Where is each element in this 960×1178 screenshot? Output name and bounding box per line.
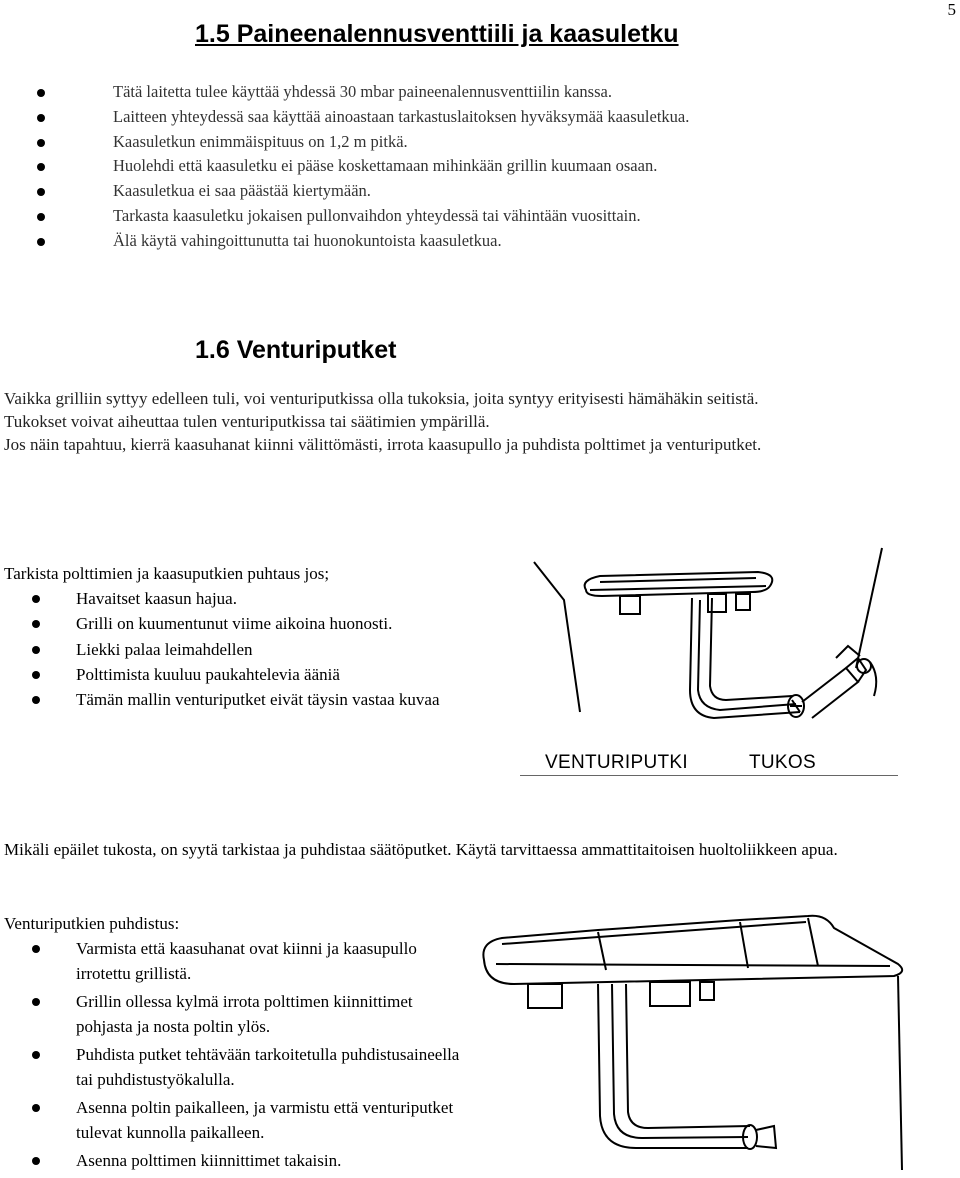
venturi-blockage-figure [520, 540, 900, 750]
list-item-text: Polttimista kuuluu paukahtelevia ääniä [76, 664, 340, 684]
list-item [0, 204, 689, 229]
list-item-text: Puhdista putket tehtävään tarkoitetulla puhdistusaineella tai puhdistustyökalulla. [76, 1045, 460, 1089]
list-item [0, 80, 689, 105]
list-item-text: Grillin ollessa kylmä irrota polttimen kiinnittimet pohjasta ja nosta poltin ylös. [76, 992, 413, 1036]
bullet-icon [32, 595, 40, 603]
section-1-5-title: 1.5 Paineenalennusventtiili ja kaasuletku [195, 20, 679, 48]
list-item [0, 990, 460, 1039]
bullet-icon [32, 1051, 40, 1059]
list-item-text: Kaasuletkun enimmäispituus on 1,2 m pitkä. [113, 131, 408, 151]
list-item [0, 130, 689, 155]
bullet-icon [32, 945, 40, 953]
check-title: Tarkista polttimien ja kaasuputkien puhtaus jos; [4, 564, 330, 583]
list-item [0, 687, 440, 712]
bullet-icon [32, 671, 40, 679]
figure-divider [520, 775, 898, 776]
bullet-icon [37, 163, 45, 171]
list-item-text: Havaitset kaasun hajua. [76, 589, 237, 608]
list-item [0, 586, 440, 611]
list-item [0, 1043, 460, 1092]
list-item-text: Laitteen yhteydessä saa käyttää ainoastaan tarkastuslaitoksen hyväksymää kaasuletkua. [113, 106, 690, 126]
bullet-icon [37, 139, 45, 147]
list-item-text: Huolehdi että kaasuletku ei pääse koskettamaan mihinkään grillin kuumaan osaan. [113, 156, 658, 176]
list-item [0, 611, 440, 636]
check-list [0, 586, 440, 712]
list-item [0, 179, 689, 204]
paragraph-line: Tukokset voivat aiheuttaa tulen venturiputkissa tai säätimien ympärillä. [4, 412, 490, 431]
bullet-icon [32, 620, 40, 628]
cleaning-title: Venturiputkien puhdistus: [4, 914, 180, 933]
bullet-icon [37, 114, 45, 122]
bullet-icon [37, 238, 45, 246]
list-item-text: Kaasuletkua ei saa päästää kiertymään. [113, 181, 371, 201]
paragraph-line: Vaikka grilliin syttyy edelleen tuli, voi venturiputkissa olla tukoksia, joita syntyy erityisesti hämähäkin seitistä. [4, 389, 759, 408]
list-item [0, 637, 440, 662]
list-item-text: Asenna poltin paikalleen, ja varmistu että venturiputket tulevat kunnolla paikalleen. [76, 1098, 454, 1142]
list-item-text: Tarkasta kaasuletku jokaisen pullonvaihdon yhteydessä tai vähintään vuosittain. [113, 205, 641, 225]
bullet-icon [32, 646, 40, 654]
list-item [0, 229, 689, 254]
list-item-text: Tämän mallin venturiputket eivät täysin vastaa kuvaa [76, 690, 440, 710]
list-item-text: Älä käytä vahingoittunutta tai huonokuntoista kaasuletkua. [113, 230, 502, 250]
list-item [0, 662, 440, 687]
list-item-text: Grilli on kuumentunut viime aikoina huonosti. [76, 614, 393, 634]
list-item [0, 1096, 460, 1145]
list-item [0, 105, 689, 130]
paragraph-line: Jos näin tapahtuu, kierrä kaasuhanat kiinni välittömästi, irrota kaasupullo ja puhdista polttimet ja venturiputket. [4, 435, 762, 454]
burner-venturi-figure [478, 912, 948, 1170]
bullet-icon [32, 696, 40, 704]
section-1-6-title: 1.6 Venturiputket [195, 336, 397, 364]
bullet-icon [32, 1157, 40, 1165]
list-item-text: Tätä laitetta tulee käyttää yhdessä 30 mbar paineenalennusventtiilin kanssa. [113, 82, 612, 101]
list-item [0, 154, 689, 179]
blockage-label: TUKOS [749, 752, 816, 773]
bullet-icon [32, 998, 40, 1006]
bullet-icon [37, 89, 45, 97]
list-item-text: Asenna polttimen kiinnittimet takaisin. [76, 1151, 342, 1170]
list-item-text: Liekki palaa leimahdellen [76, 639, 253, 659]
suspect-blockage-paragraph: Mikäli epäilet tukosta, on syytä tarkistaa ja puhdistaa säätöputket. Käytä tarvittaessa ammattitaitoisen huoltoliikkeen apua. [4, 840, 838, 859]
page-number: 5 [947, 0, 956, 19]
list-item-text: Varmista että kaasuhanat ovat kiinni ja kaasupullo irrotettu grillistä. [76, 939, 417, 983]
cleaning-steps-list [0, 937, 460, 1178]
bullet-icon [32, 1104, 40, 1112]
bullet-icon [37, 188, 45, 196]
bullet-icon [37, 213, 45, 221]
list-item [0, 1149, 460, 1174]
hose-rules-list [0, 80, 689, 254]
venturi-label: VENTURIPUTKI [545, 752, 688, 773]
list-item [0, 937, 460, 986]
venturi-intro-paragraph [4, 387, 959, 456]
